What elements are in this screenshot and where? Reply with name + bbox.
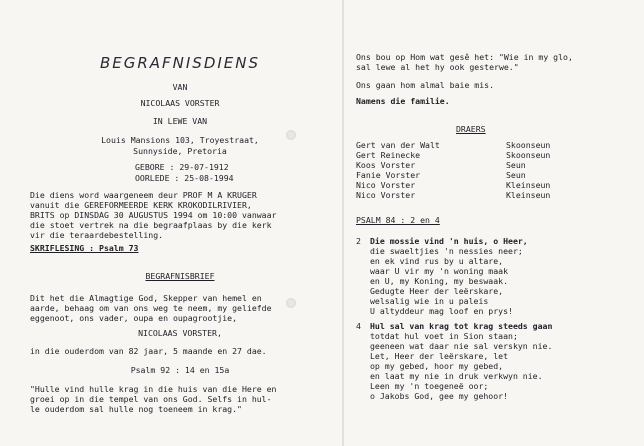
psalm-reference: Psalm 92 : 14 en 15a — [130, 365, 230, 375]
death-date: OORLEDE : 25-08-1994 — [135, 173, 234, 183]
quote-line: "Hulle vind hulle krag in die huis van die Here en — [30, 384, 277, 394]
closing-text-line: Ons bou op Hom wat gesê het: "Wie in my glo, — [356, 52, 573, 62]
pallbearer-row: Gert van der Walt Skoonseun — [356, 140, 551, 150]
verse-line: waar U vir my 'n woning maak — [370, 266, 509, 276]
verse-line: welsalig wie in u paleis — [370, 296, 489, 306]
in-lewe-van-label: IN LEWE VAN — [152, 116, 208, 126]
verse-line: Hul sal van krag tot krag steeds gaan — [370, 321, 553, 331]
service-line: BRITS op DINSDAG 30 AUGUSTUS 1994 om 10:00 vanwaar — [30, 210, 277, 220]
brief-line: Dit het die Almagtige God, Skepper van hemel en — [30, 293, 262, 303]
verse-line: geeneen wat daar nie sal verskyn nie. — [370, 341, 553, 351]
brief-line: eggenoot, ons vader, oupa en oupagrootjie, — [30, 313, 238, 323]
quote-line: groei op in die tempel van ons God. Selfs in hul- — [30, 394, 272, 404]
closing-text-line: Ons gaan hom almal baie mis. — [356, 80, 495, 90]
address-line-1: Louis Mansions 103, Troyestraat, — [101, 135, 259, 145]
verse-number: 2 — [356, 236, 361, 246]
pallbearer-row: Koos Vorster Seun — [356, 160, 526, 170]
verse-line: Die mossie vind 'n huis, o Heer, — [370, 236, 528, 246]
page-title: BEGRAFNISDIENS — [99, 54, 261, 72]
closing-text-line: sal lewe al het hy ook gesterwe." — [356, 62, 519, 72]
pallbearer-row: Nico Vorster Kleinseun — [356, 180, 551, 190]
verse-line: totdat hul voet in Sion staan; — [370, 331, 518, 341]
service-line: vir die teraardebestelling. — [30, 230, 164, 240]
verse-line: U altyddeur mag loof en prys! — [370, 306, 513, 316]
verse-line: en ek vind rus by u altare, — [370, 256, 504, 266]
family-signature: Namens die familie. — [356, 96, 450, 106]
verse-line: die swaeltjies 'n nessies neer; — [370, 246, 523, 256]
verse-line: op my gebed, hoor my gebed, — [370, 361, 504, 371]
address-line-2: Sunnyside, Pretoria — [133, 146, 227, 156]
brief-line: aarde, behaag om van ons weg te neem, my geliefde — [30, 303, 272, 313]
service-line: die stoet vertrek na die begraafplaas by die kerk — [30, 220, 272, 230]
deceased-name-repeat: NICOLAAS VORSTER, — [138, 328, 222, 338]
quote-line: le ouderdom sal hulle nog toeneem in krag." — [30, 404, 242, 414]
service-line: Die diens word waargeneem deur PROF M A KRUGER — [30, 190, 257, 200]
scripture-reading: SKRIFLESING : Psalm 73 — [30, 243, 139, 253]
van-label: VAN — [172, 82, 188, 92]
pallbearer-row: Fanie Vorster Seun — [356, 170, 526, 180]
pallbearer-row: Gert Reinecke Skoonseun — [356, 150, 551, 160]
verse-line: o Jakobs God, gee my gehoor! — [370, 391, 509, 401]
service-line: vanuit die GEREFORMEERDE KERK KROKODILRIVIER, — [30, 200, 252, 210]
age-line: in die ouderdom van 82 jaar, 5 maande en 27 dae. — [30, 346, 267, 356]
verse-line: en laat my nie in druk verkwyn nie. — [370, 371, 543, 381]
center-fold — [342, 0, 344, 446]
verse-number: 4 — [356, 321, 361, 331]
verse-line: Gedugte Heer der leërskare, — [370, 286, 504, 296]
pallbearer-row: Nico Vorster Kleinseun — [356, 190, 551, 200]
verse-line: en U, my Koning, my beswaak. — [370, 276, 509, 286]
deceased-name: NICOLAAS VORSTER — [140, 98, 220, 108]
verse-line: Let, Heer der leërskare, let — [370, 351, 509, 361]
verse-line: Leen my 'n toegeneë oor; — [370, 381, 489, 391]
brief-heading: BEGRAFNISBRIEF — [145, 271, 215, 281]
birth-date: GEBORE : 29-07-1912 — [135, 162, 229, 172]
psalm-heading: PSALM 84 : 2 en 4 — [356, 215, 440, 225]
pallbearers-heading: DRAERS — [456, 124, 486, 134]
punch-hole — [286, 298, 296, 308]
